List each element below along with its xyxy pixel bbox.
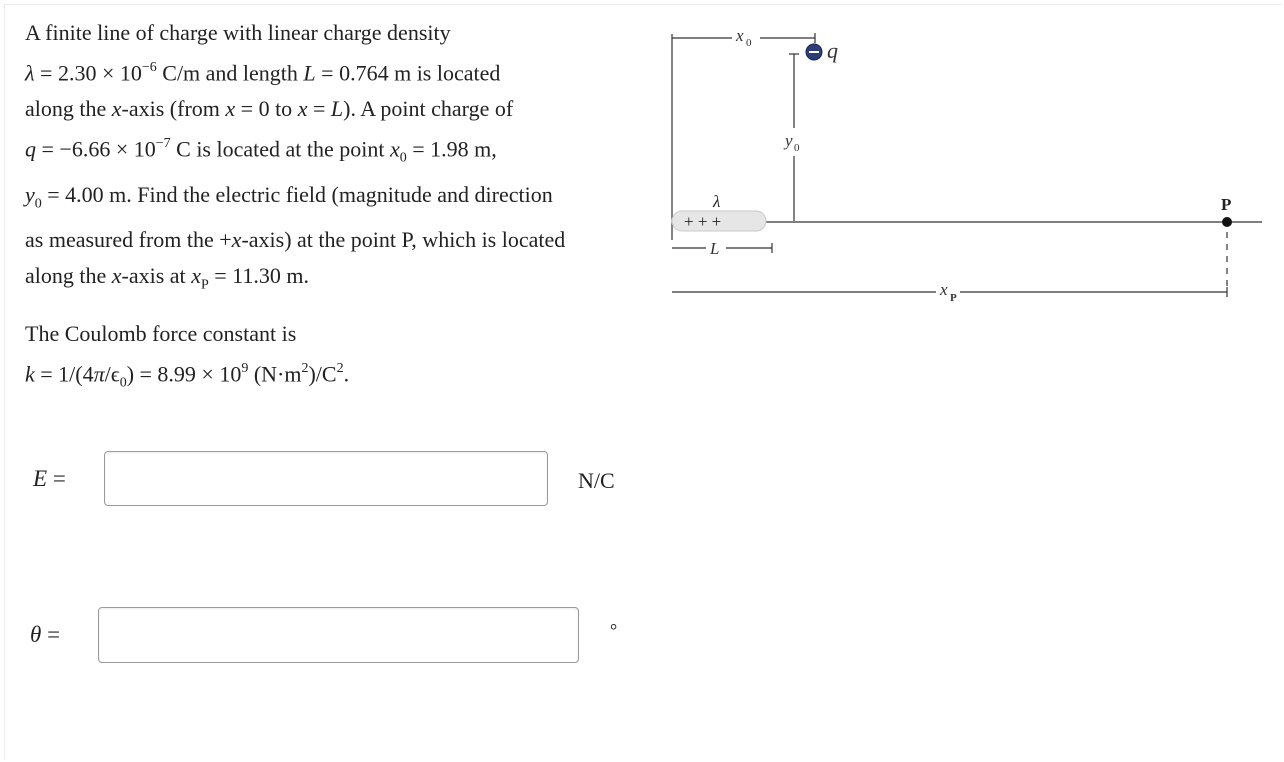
problem-line-3: along the x-axis (from x = 0 to x = L). A point charge of (25, 96, 514, 122)
theta-label: θ = (30, 622, 61, 647)
problem-line-6: as measured from the +x-axis) at the point P, which is located (25, 227, 566, 253)
plus-signs: + + + (684, 212, 722, 231)
charge-diagram (660, 10, 1270, 310)
degree-unit: ° (610, 620, 618, 640)
q-label: q (827, 38, 838, 63)
theta-answer-input[interactable] (98, 607, 579, 663)
lambda-label: λ (713, 192, 721, 211)
y0-label: y (785, 131, 793, 150)
problem-line-1: A finite line of charge with linear charge density (25, 20, 451, 45)
x0-label-sub: 0 (746, 37, 752, 49)
e-label: E = (33, 466, 66, 491)
problem-line-2: $\lambda = 2.30 \times 10^{-6}$ C/m and length L = 0.764 m is located (25, 60, 501, 86)
problem-line-7: along the x-axis at $x_P = 11.30$ m. (25, 263, 309, 293)
problem-line-4: $q = -6.66 \times 10^{-7}$ C is located at the point $x_0 = 1.98$ m, (25, 136, 497, 167)
l-label: L (710, 239, 720, 258)
e-answer-input[interactable] (104, 451, 548, 506)
x0-label: x (736, 26, 744, 45)
problem-statement (25, 15, 645, 402)
e-unit: N/C (578, 468, 615, 493)
xp-label-sub: P (950, 292, 957, 304)
coulomb-constant: $k = 1/(4\pi/\epsilon_0) = 8.99 \times 10^9$ $(N\cdot m^2)/C^2$. (25, 360, 350, 391)
xp-label: x (940, 280, 948, 299)
y0-label-sub: 0 (794, 142, 800, 154)
p-label: P (1221, 195, 1232, 214)
problem-line-5: $y_0 = 4.00$ m. Find the electric field (magnitude and direction (25, 182, 553, 212)
point-p-icon (1222, 217, 1232, 227)
coulomb-intro: The Coulomb force constant is (25, 320, 297, 346)
